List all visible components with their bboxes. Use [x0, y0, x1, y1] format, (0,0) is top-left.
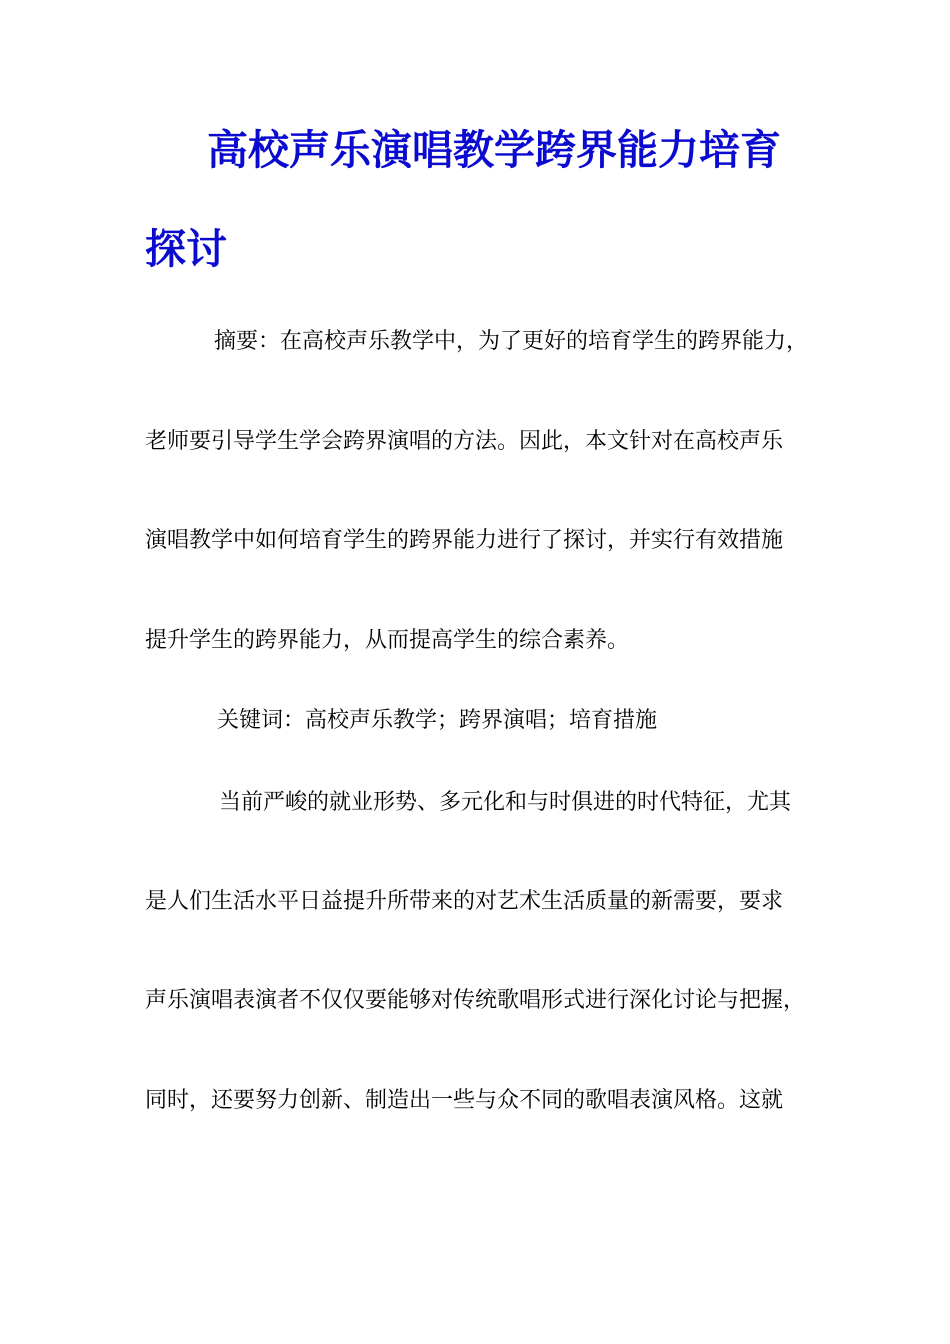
body-line-4: 同时，还要努力创新、制造出一些与众不同的歌唱表演风格。这就 [145, 1088, 784, 1113]
body-line-3: 声乐演唱表演者不仅仅要能够对传统歌唱形式进行深化讨论与把握， [145, 988, 806, 1013]
abstract-line-1: 摘要：在高校声乐教学中，为了更好的培育学生的跨界能力， [214, 329, 809, 354]
abstract-line-3: 演唱教学中如何培育学生的跨界能力进行了探讨，并实行有效措施 [145, 528, 784, 553]
body-line-2: 是人们生活水平日益提升所带来的对艺术生活质量的新需要，要求 [145, 889, 784, 914]
body-line-1: 当前严峻的就业形势、多元化和与时俱进的时代特征，尤其 [219, 790, 792, 815]
document-title-line-2: 探讨 [145, 225, 227, 273]
keywords-line: 关键词：高校声乐教学；跨界演唱；培育措施 [217, 708, 658, 733]
document-title-line-1: 高校声乐演唱教学跨界能力培育 [207, 126, 781, 174]
abstract-line-2: 老师要引导学生学会跨界演唱的方法。因此，本文针对在高校声乐 [145, 429, 784, 454]
abstract-line-4: 提升学生的跨界能力，从而提高学生的综合素养。 [145, 628, 630, 653]
